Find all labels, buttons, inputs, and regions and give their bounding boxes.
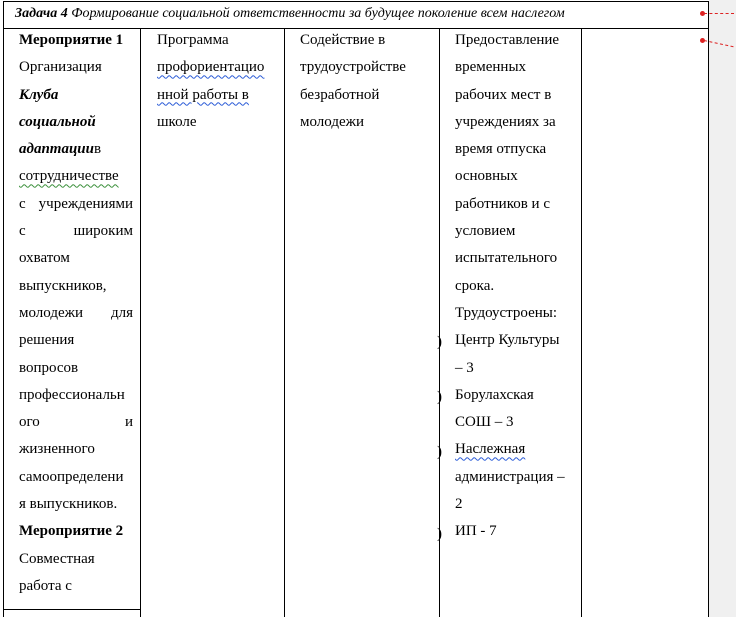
list-bullet: ) (437, 334, 442, 350)
text-line: испытательного (455, 250, 558, 267)
column-measures (19, 27, 133, 600)
text-line: время отпуска (455, 141, 547, 158)
text-line: Предоставление (455, 32, 560, 48)
text-line: Программа (157, 32, 229, 48)
text-line: работников и с (455, 195, 550, 212)
column-divider (581, 28, 582, 617)
text-line: трудоустройстве (300, 59, 406, 76)
measure-2-heading: Мероприятие 2 (19, 523, 124, 540)
comment-pointer[interactable] (704, 13, 734, 15)
text-line: учреждениях за (455, 113, 556, 130)
text-line: социальной (19, 113, 96, 130)
task-label: Задача 4 (15, 6, 68, 21)
list-item: Борулахская (455, 386, 534, 403)
text-line: сотрудничестве (19, 168, 119, 185)
text-line: Организация (19, 59, 102, 76)
text-line: Трудоустроены: (455, 304, 558, 321)
text-line: решения (19, 332, 75, 349)
text-line: условием (455, 223, 516, 240)
text-line: выпускников, (19, 277, 107, 294)
text-line: администрация – (455, 468, 565, 485)
text-line: Клуба (19, 86, 59, 103)
text-line: молодежи (300, 113, 365, 130)
text-line: СОШ – 3 (455, 414, 514, 431)
measure-1-heading: Мероприятие 1 (19, 32, 124, 48)
comment-anchor-icon[interactable] (700, 11, 705, 16)
text-line: рабочих мест в (455, 86, 552, 103)
task-title: Формирование социальной ответственности за будущее поколение всем наслегом (67, 6, 565, 21)
list-item: ИП - 7 (455, 523, 497, 540)
text-line: вопросов (19, 359, 79, 376)
column-divider (140, 28, 141, 617)
task-header-text (15, 6, 565, 22)
list-item: Наслежная (455, 441, 526, 458)
text-line: охватом (19, 250, 70, 267)
text-line: основных (455, 168, 518, 185)
text-line: Совместная (19, 550, 95, 567)
task-header-row (3, 1, 709, 29)
text-line: профориентацио (157, 59, 265, 76)
list-bullet: ) (437, 526, 442, 542)
text-line: самоопределени (19, 468, 124, 485)
text-line: я выпускников. (19, 496, 118, 513)
text-line: нной работы в (157, 86, 249, 103)
text-line: работа с (19, 577, 72, 594)
text-line: профессиональн (19, 386, 125, 403)
text-line: ого и (19, 414, 133, 431)
text-line: – 3 (455, 359, 474, 376)
text-line: школе (157, 113, 197, 130)
comment-anchor-icon[interactable] (700, 38, 705, 43)
text-line: жизненного (19, 441, 95, 458)
text-line: безработной (300, 86, 380, 103)
text-line: 2 (455, 496, 463, 513)
text-line: Содействие в (300, 32, 386, 48)
list-bullet: ) (437, 389, 442, 405)
text-line: молодежи для (19, 304, 133, 321)
column-divider (284, 28, 285, 617)
text-line: срока. (455, 277, 495, 294)
list-item: Центр Культуры (455, 332, 560, 349)
text-line: с учреждениями (19, 195, 133, 212)
text-line: временных (455, 59, 527, 76)
text-line: адаптациив (19, 141, 102, 158)
column-program (157, 27, 275, 136)
column-goal (300, 27, 426, 136)
text-line: с широким (19, 223, 133, 240)
column-results (455, 27, 577, 546)
list-bullet: ) (437, 444, 442, 460)
cell-bottom-border (3, 609, 140, 610)
page-margin-strip (709, 0, 736, 617)
